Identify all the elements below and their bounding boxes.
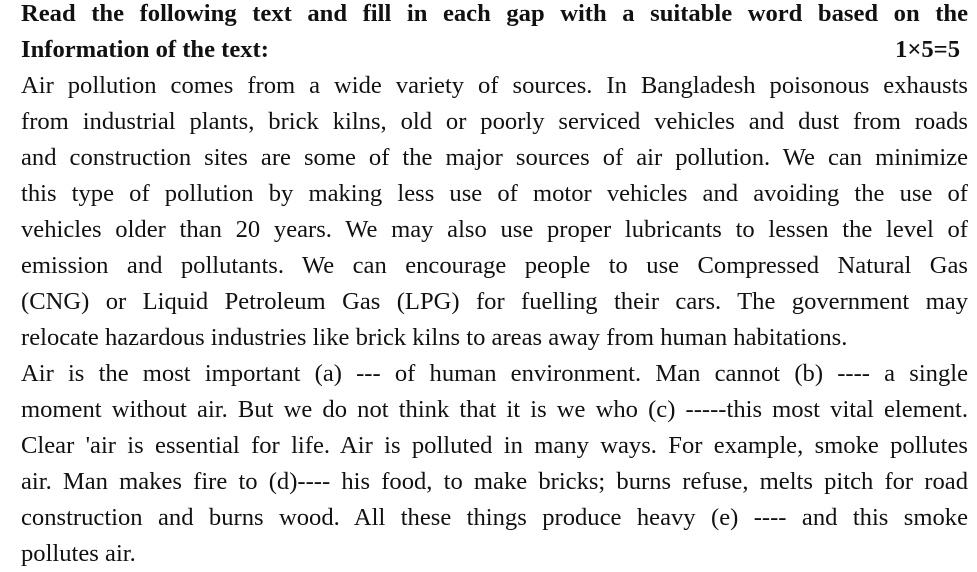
instruction-line-2 — [21, 32, 968, 68]
gap-text-line: air. Man makes fire to (d)---- his food, to make bricks; burns refuse, melts pitch for road — [21, 468, 968, 495]
passage-line: vehicles older than 20 years. We may also use proper lubricants to lessen the level of — [21, 216, 968, 243]
gap-text-line: pollutes air. — [21, 540, 136, 567]
passage-line: relocate hazardous industries like brick kilns to areas away from human habitations. — [21, 324, 848, 351]
passage-line: Air pollution comes from a wide variety of sources. In Bangladesh poisonous exhausts — [21, 72, 968, 99]
gap-text-line: moment without air. But we do not think that it is we who (c) -----this most vital element. — [21, 396, 968, 423]
passage-line: (CNG) or Liquid Petroleum Gas (LPG) for fuelling their cars. The government may — [21, 288, 968, 315]
gap-text-line: construction and burns wood. All these things produce heavy (e) ---- and this smoke — [21, 504, 968, 531]
passage-line: from industrial plants, brick kilns, old or poorly serviced vehicles and dust from roads — [21, 108, 968, 135]
passage-line: and construction sites are some of the major sources of air pollution. We can minimize — [21, 144, 968, 171]
instruction-text: Information of the text: — [21, 36, 269, 63]
gap-text-line: Clear 'air is essential for life. Air is polluted in many ways. For example, smoke pollutes — [21, 432, 968, 459]
gap-fill-text — [21, 356, 968, 572]
passage-line: emission and pollutants. We can encourage people to use Compressed Natural Gas — [21, 252, 968, 279]
instruction-line-1: Read the following text and fill in each gap with a suitable word based on the — [21, 0, 968, 27]
passage-line: this type of pollution by making less use of motor vehicles and avoiding the use of — [21, 180, 968, 207]
marks-label: 1×5=5 — [895, 36, 960, 63]
reading-passage — [21, 68, 968, 356]
document-page — [21, 0, 968, 572]
gap-text-line: Air is the most important (a) --- of human environment. Man cannot (b) ---- a single — [21, 360, 968, 387]
